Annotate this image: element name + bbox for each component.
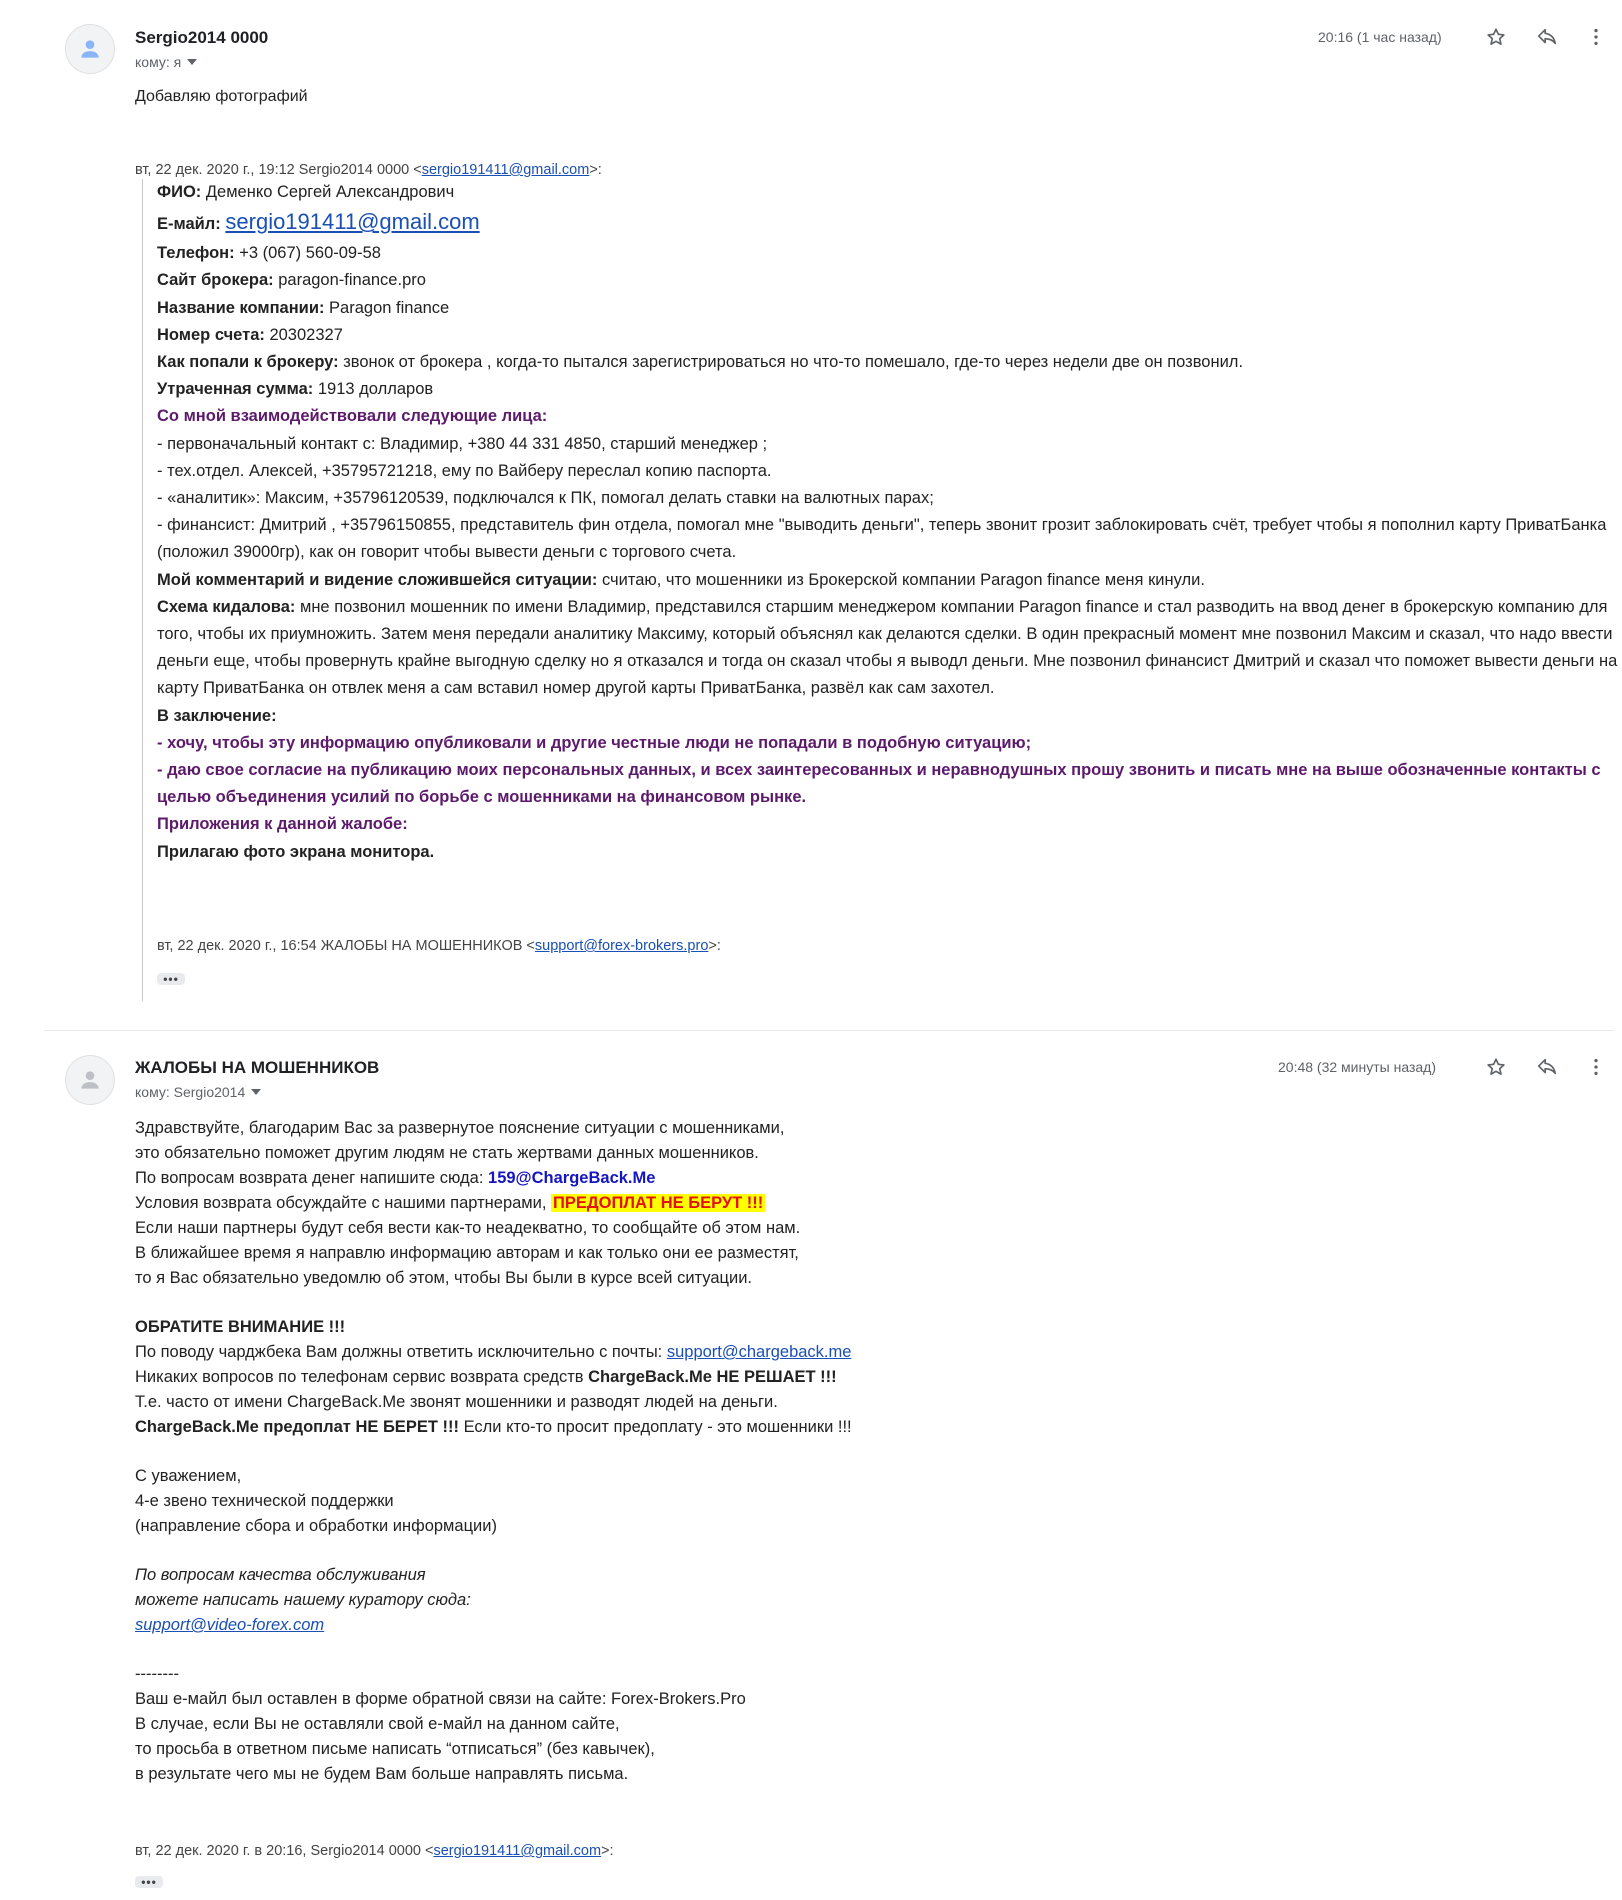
person-item: - тех.отдел. Алексей, +35795721218, ему по Вайберу переслал копию паспорта. bbox=[157, 461, 772, 480]
company-label: Название компании: bbox=[157, 298, 325, 317]
quoted-header-prefix: вт, 22 дек. 2020 г., 19:12 Sergio2014 0000 < bbox=[135, 162, 422, 178]
how-label: Как попали к брокеру: bbox=[157, 353, 339, 372]
reply-button[interactable] bbox=[1533, 1053, 1561, 1081]
field-fio bbox=[157, 179, 1622, 206]
field-company bbox=[157, 295, 1622, 322]
email-label: Е-майл: bbox=[157, 215, 221, 234]
body-line bbox=[135, 1166, 1535, 1191]
line-prefix: Условия возврата обсуждайте с нашими партнерами, bbox=[135, 1194, 552, 1212]
body-line: В ближайшее время я направлю информацию авторам и как только они ее разместят, bbox=[135, 1244, 799, 1262]
quoted-header bbox=[135, 159, 602, 181]
quoted-message bbox=[142, 179, 1622, 1001]
reply-icon bbox=[1536, 1056, 1558, 1078]
quality-line: можете написать нашему куратору сюда: bbox=[135, 1591, 471, 1609]
message-time: 20:16 (1 час назад) bbox=[1318, 29, 1442, 45]
body-line bbox=[135, 1415, 1535, 1440]
attention-heading: ОБРАТИТЕ ВНИМАНИЕ !!! bbox=[135, 1318, 346, 1336]
message-time: 20:48 (32 минуты назад) bbox=[1278, 1059, 1436, 1075]
fio-value: Деменко Сергей Александрович bbox=[201, 183, 455, 201]
reply-body bbox=[135, 1116, 1535, 1787]
more-vert-icon bbox=[1585, 26, 1607, 48]
chargeback-email[interactable]: 159@ChargeBack.Me bbox=[488, 1169, 656, 1187]
person-item: - финансист: Дмитрий , +35796150855, представитель фин отдела, помогал мне "выводить деньги", теперь звонит грозит заблокировать счёт, требует чтобы я пополнил карту ПриватБанка (положил 39000гр), как он говорит чтобы вывести деньги с торгового счета. bbox=[157, 516, 1607, 562]
email-value-link[interactable]: sergio191411@gmail.com bbox=[225, 209, 480, 235]
line-prefix: По вопросам возврата денег напишите сюда: bbox=[135, 1169, 489, 1187]
conclusion-label: В заключение: bbox=[157, 706, 277, 725]
company-value: Paragon finance bbox=[324, 298, 450, 317]
message-divider bbox=[44, 1030, 1614, 1031]
recipient-details[interactable] bbox=[135, 1084, 261, 1100]
quoted-header-prefix: вт, 22 дек. 2020 г. в 20:16, Sergio2014 0000 < bbox=[135, 1843, 434, 1859]
scheme-value: мне позвонил мошенник по имени Владимир, представился старшим менеджером компании Paragon finance и стал разводить на ввод денег в брокерскую компанию для того, чтобы их приумножить. Затем меня передали аналитику Максиму, который объяснял как делаются сделки. В один прекрасный момент мне позвонил Максим и сказал, что надо ввести деньги еще, чтобы провернуть крайне выгодную сделку но я отказался и тогда он сказал чтобы я выводл деньги. Мне позвонил финансист Дмитрий и сказал что поможет вывести деньги на карту ПриватБанка он отвлек меня а сам вставил номер другой карты ПриватБанка, развёл как сам захотел. bbox=[157, 597, 1618, 698]
field-site bbox=[157, 267, 1622, 294]
footer-line: в результате чего мы не будем Вам больше направлять письма. bbox=[135, 1765, 629, 1783]
field-lost bbox=[157, 376, 1622, 403]
recipient-details[interactable] bbox=[135, 54, 197, 70]
spacer bbox=[135, 1440, 1535, 1464]
person-icon bbox=[77, 1067, 103, 1093]
star-button[interactable] bbox=[1482, 1053, 1510, 1081]
conclusion-item: - хочу, чтобы эту информацию опубликовали и другие честные люди не попадали в подобную ситуацию; bbox=[157, 733, 1032, 752]
bold-notice: ChargeBack.Me НЕ РЕШАЕТ !!! bbox=[588, 1368, 837, 1386]
quality-line bbox=[135, 1613, 1535, 1638]
nested-header-suffix: >: bbox=[708, 938, 721, 954]
signature-line: 4-е звено технической поддержки bbox=[135, 1492, 394, 1510]
curator-email[interactable]: support@video-forex.com bbox=[135, 1616, 325, 1634]
field-scheme bbox=[157, 594, 1622, 703]
person-icon bbox=[77, 36, 103, 62]
sender-name[interactable]: Sergio2014 0000 bbox=[135, 28, 269, 47]
field-how bbox=[157, 349, 1622, 376]
support-chargeback-email[interactable]: support@chargeback.me bbox=[666, 1343, 852, 1361]
nested-quoted-header bbox=[157, 936, 721, 956]
no-prepayment-warning: ПРЕДОПЛАТ НЕ БЕРУТ !!! bbox=[553, 1194, 764, 1212]
expand-quoted-button[interactable] bbox=[135, 1876, 163, 1888]
expand-dots-icon: ••• bbox=[163, 972, 179, 986]
star-icon bbox=[1485, 1056, 1507, 1078]
bold-notice: ChargeBack.Me предоплат НЕ БЕРЕТ !!! bbox=[135, 1418, 459, 1436]
nested-sender-email[interactable]: support@forex-brokers.pro bbox=[534, 938, 709, 954]
sender-avatar bbox=[65, 24, 115, 74]
message-body: Добавляю фотографий bbox=[135, 88, 308, 105]
body-line: Если наши партнеры будут себя вести как-то неадекватно, то сообщайте об этом нам. bbox=[135, 1219, 801, 1237]
more-options-button[interactable] bbox=[1582, 1053, 1610, 1081]
chevron-down-icon[interactable] bbox=[251, 1089, 261, 1095]
quoted-header-suffix: >: bbox=[601, 1843, 614, 1859]
site-label: Сайт брокера: bbox=[157, 271, 274, 290]
body-line bbox=[135, 1340, 1535, 1365]
body-line: Т.е. часто от имени ChargeBack.Me звонят мошенники и разводят людей на деньги. bbox=[135, 1393, 778, 1411]
sender-avatar bbox=[65, 1055, 115, 1105]
signature-line: (направление сбора и обработки информации) bbox=[135, 1517, 497, 1535]
phone-label: Телефон: bbox=[157, 244, 235, 263]
body-line bbox=[135, 1365, 1535, 1390]
expand-quoted-button[interactable] bbox=[157, 973, 185, 985]
expand-dots-icon: ••• bbox=[141, 1875, 157, 1889]
star-icon bbox=[1485, 26, 1507, 48]
account-value: 20302327 bbox=[264, 325, 343, 344]
body-line: то я Вас обязательно уведомлю об этом, чтобы Вы были в курсе всей ситуации. bbox=[135, 1269, 753, 1287]
field-comment bbox=[157, 567, 1622, 594]
how-value: звонок от брокера , когда-то пытался зарегистрироваться но что-то помешало, где-то через недели две он позвонил. bbox=[338, 353, 1244, 372]
line-rest: Если кто-то просит предоплату - это мошенники !!! bbox=[458, 1418, 852, 1436]
comment-value: считаю, что мошенники из Брокерской компании Paragon finance меня кинули. bbox=[597, 570, 1205, 589]
scheme-label: Схема кидалова: bbox=[157, 597, 296, 616]
signature-line: С уважением, bbox=[135, 1467, 242, 1485]
recipient-label: кому: Sergio2014 bbox=[135, 1084, 246, 1100]
recipient-label: кому: я bbox=[135, 54, 182, 70]
person-item: - первоначальный контакт с: Владимир, +380 44 331 4850, старший менеджер ; bbox=[157, 434, 768, 453]
body-line: это обязательно поможет другим людям не стать жертвами данных мошенников. bbox=[135, 1144, 759, 1162]
persons-heading: Со мной взаимодействовали следующие лица: bbox=[157, 407, 548, 426]
footer-line: то просьба в ответном письме написать “отписаться” (без кавычек), bbox=[135, 1740, 655, 1758]
quoted-header bbox=[135, 1840, 614, 1862]
attachments-value: Прилагаю фото экрана монитора. bbox=[157, 842, 435, 861]
fio-label: ФИО: bbox=[157, 183, 202, 201]
person-item: - «аналитик»: Максим, +35796120539, подключался к ПК, помогал делать ставки на валютных парах; bbox=[157, 489, 934, 508]
site-value: paragon-finance.pro bbox=[273, 271, 426, 290]
separator-line: -------- bbox=[135, 1665, 179, 1683]
field-email bbox=[157, 206, 1622, 240]
star-button[interactable] bbox=[1482, 23, 1510, 51]
body-line bbox=[135, 1191, 1535, 1216]
spacer bbox=[135, 1291, 1535, 1315]
more-options-button[interactable] bbox=[1582, 23, 1610, 51]
comment-label: Мой комментарий и видение сложившейся ситуации: bbox=[157, 570, 598, 589]
reply-button[interactable] bbox=[1533, 23, 1561, 51]
field-phone bbox=[157, 240, 1622, 267]
footer-line: В случае, если Вы не оставляли свой е-майл на данном сайте, bbox=[135, 1715, 620, 1733]
chevron-down-icon[interactable] bbox=[187, 59, 197, 65]
line-prefix: Никаких вопросов по телефонам сервис возврата средств bbox=[135, 1368, 589, 1386]
footer-line: Ваш е-майл был оставлен в форме обратной связи на сайте: Forex-Brokers.Pro bbox=[135, 1690, 746, 1708]
quoted-sender-email[interactable]: sergio191411@gmail.com bbox=[421, 162, 590, 178]
nested-header-prefix: вт, 22 дек. 2020 г., 16:54 ЖАЛОБЫ НА МОШЕННИКОВ < bbox=[157, 938, 535, 954]
more-vert-icon bbox=[1585, 1056, 1607, 1078]
field-account bbox=[157, 322, 1622, 349]
reply-icon bbox=[1536, 26, 1558, 48]
conclusion-item: - даю свое согласие на публикацию моих персональных данных, и всех заинтересованных и неравнодушных прошу звонить и писать мне на выше обозначенные контакты с целью объединения усилий по борьбе с мошенниками на финансовом рынке. bbox=[157, 761, 1601, 807]
spacer bbox=[135, 1539, 1535, 1563]
attachments-label: Приложения к данной жалобе: bbox=[157, 815, 408, 834]
spacer bbox=[135, 1638, 1535, 1662]
sender-name[interactable]: ЖАЛОБЫ НА МОШЕННИКОВ bbox=[135, 1058, 380, 1077]
quoted-header-suffix: >: bbox=[589, 162, 602, 178]
lost-value: 1913 долларов bbox=[313, 380, 434, 399]
line-prefix: По поводу чарджбека Вам должны ответить исключительно с почты: bbox=[135, 1343, 667, 1361]
account-label: Номер счета: bbox=[157, 325, 265, 344]
quality-line: По вопросам качества обслуживания bbox=[135, 1566, 426, 1584]
body-line: Здравствуйте, благодарим Вас за развернутое пояснение ситуации с мошенниками, bbox=[135, 1119, 785, 1137]
phone-value: +3 (067) 560-09-58 bbox=[234, 244, 381, 263]
lost-label: Утраченная сумма: bbox=[157, 380, 314, 399]
quoted-sender-email[interactable]: sergio191411@gmail.com bbox=[433, 1843, 602, 1859]
